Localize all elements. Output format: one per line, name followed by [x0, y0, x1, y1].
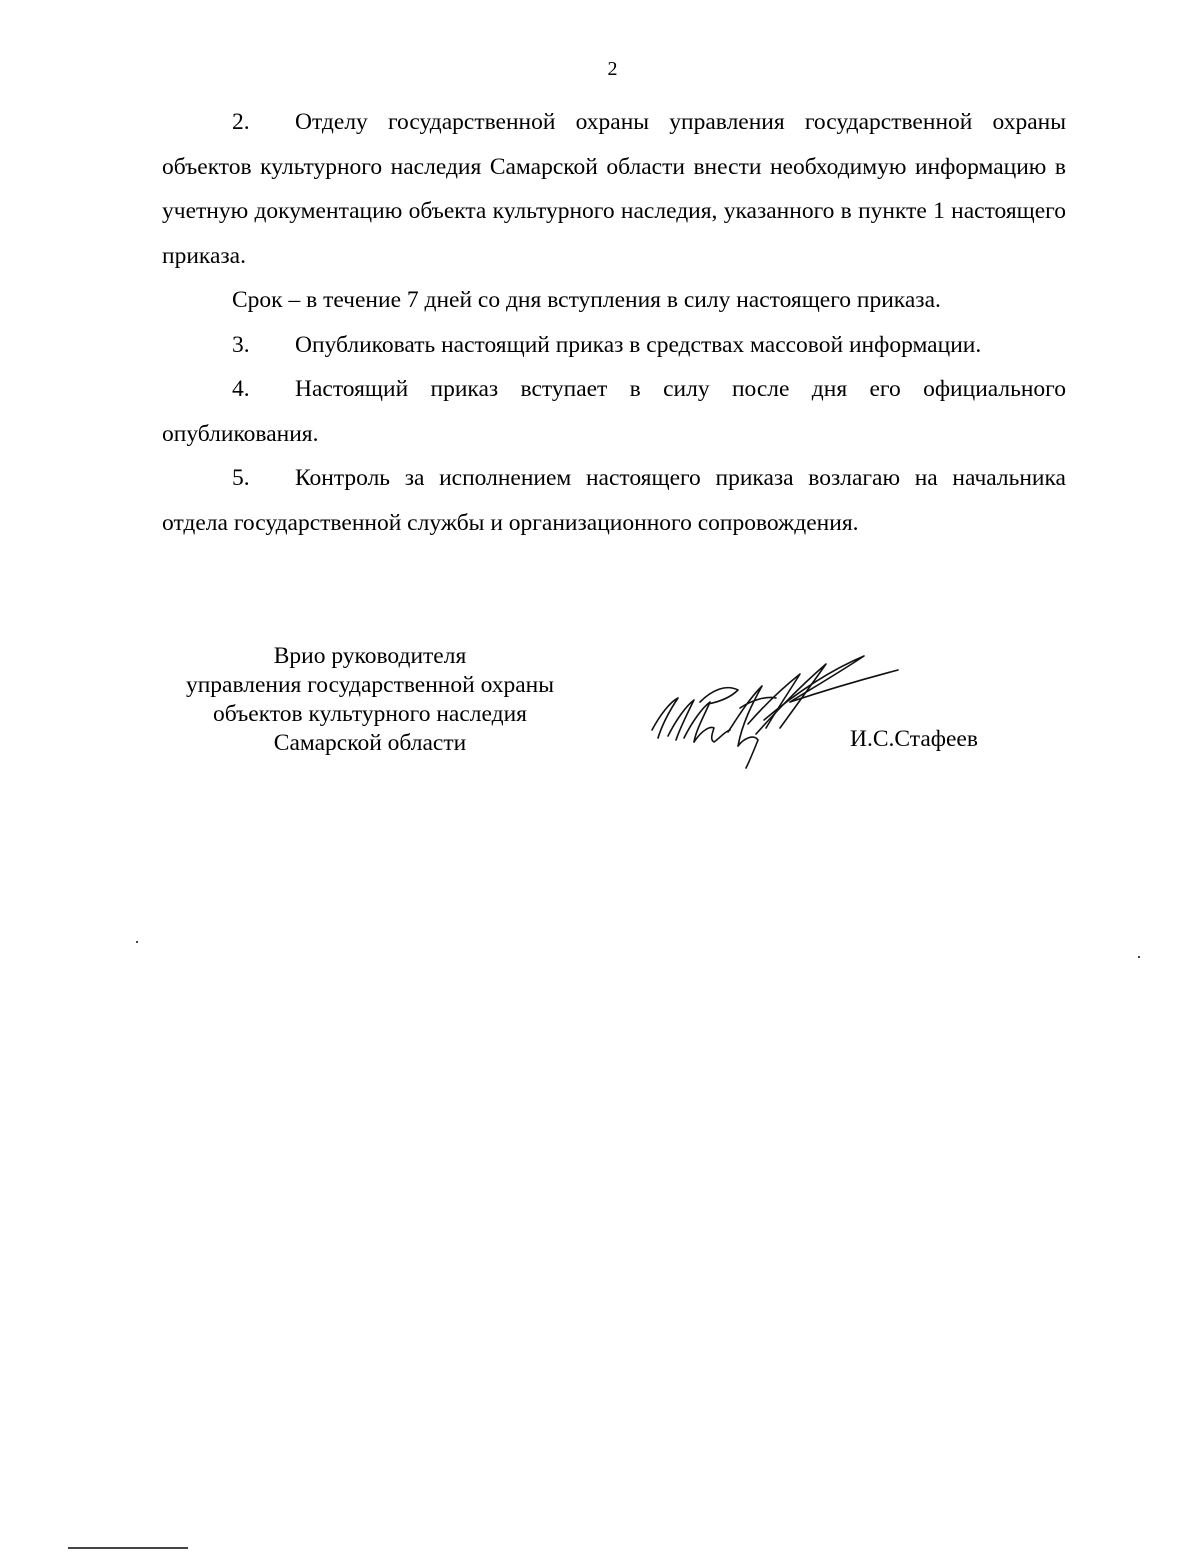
paragraph-text: Настоящий приказ вступает в силу после дня его официального опубликования.: [162, 376, 1066, 447]
paragraph-deadline: [162, 278, 1066, 323]
paragraph-number: 5.: [232, 465, 250, 491]
paragraph-text: Контроль за исполнением настоящего приказа возлагаю на начальника отдела государственной службы и организационного сопровождения.: [162, 465, 1066, 536]
paragraph-item-5: [162, 456, 1066, 545]
page-number: 2: [607, 58, 618, 80]
scan-artifact-dot: [136, 941, 138, 943]
position-line: Самарской области: [273, 730, 467, 756]
paragraph-text: Срок – в течение 7 дней со дня вступления в силу настоящего приказа.: [232, 287, 941, 313]
scan-artifact-dot: [1138, 956, 1140, 958]
paragraph-text: Опубликовать настоящий приказ в средствах массовой информации.: [295, 331, 982, 358]
paragraph-text: Отделу государственной охраны управления государственной охраны объектов культурного наследия Самарской области внести необходимую информацию в учетную документацию объекта культурного наследия, указанного в пункте 1 настоящего приказа.: [162, 109, 1066, 269]
scan-artifact-line: [68, 1547, 188, 1549]
handwritten-signature: [640, 650, 910, 780]
paragraph-number: 3.: [232, 331, 250, 358]
paragraph-item-4: [162, 367, 1066, 456]
position-line: Врио руководителя: [273, 643, 467, 669]
position-line: управления государственной охраны: [185, 672, 555, 698]
paragraph-number: 2.: [232, 109, 250, 135]
signer-name: И.С.Стафеев: [850, 726, 978, 752]
paragraph-item-2: [162, 100, 1066, 278]
document-body: [162, 100, 1066, 545]
paragraph-number: 4.: [232, 376, 250, 402]
signatory-position: [160, 642, 580, 758]
position-line: объектов культурного наследия: [213, 701, 527, 727]
paragraph-item-3: [162, 323, 1066, 368]
